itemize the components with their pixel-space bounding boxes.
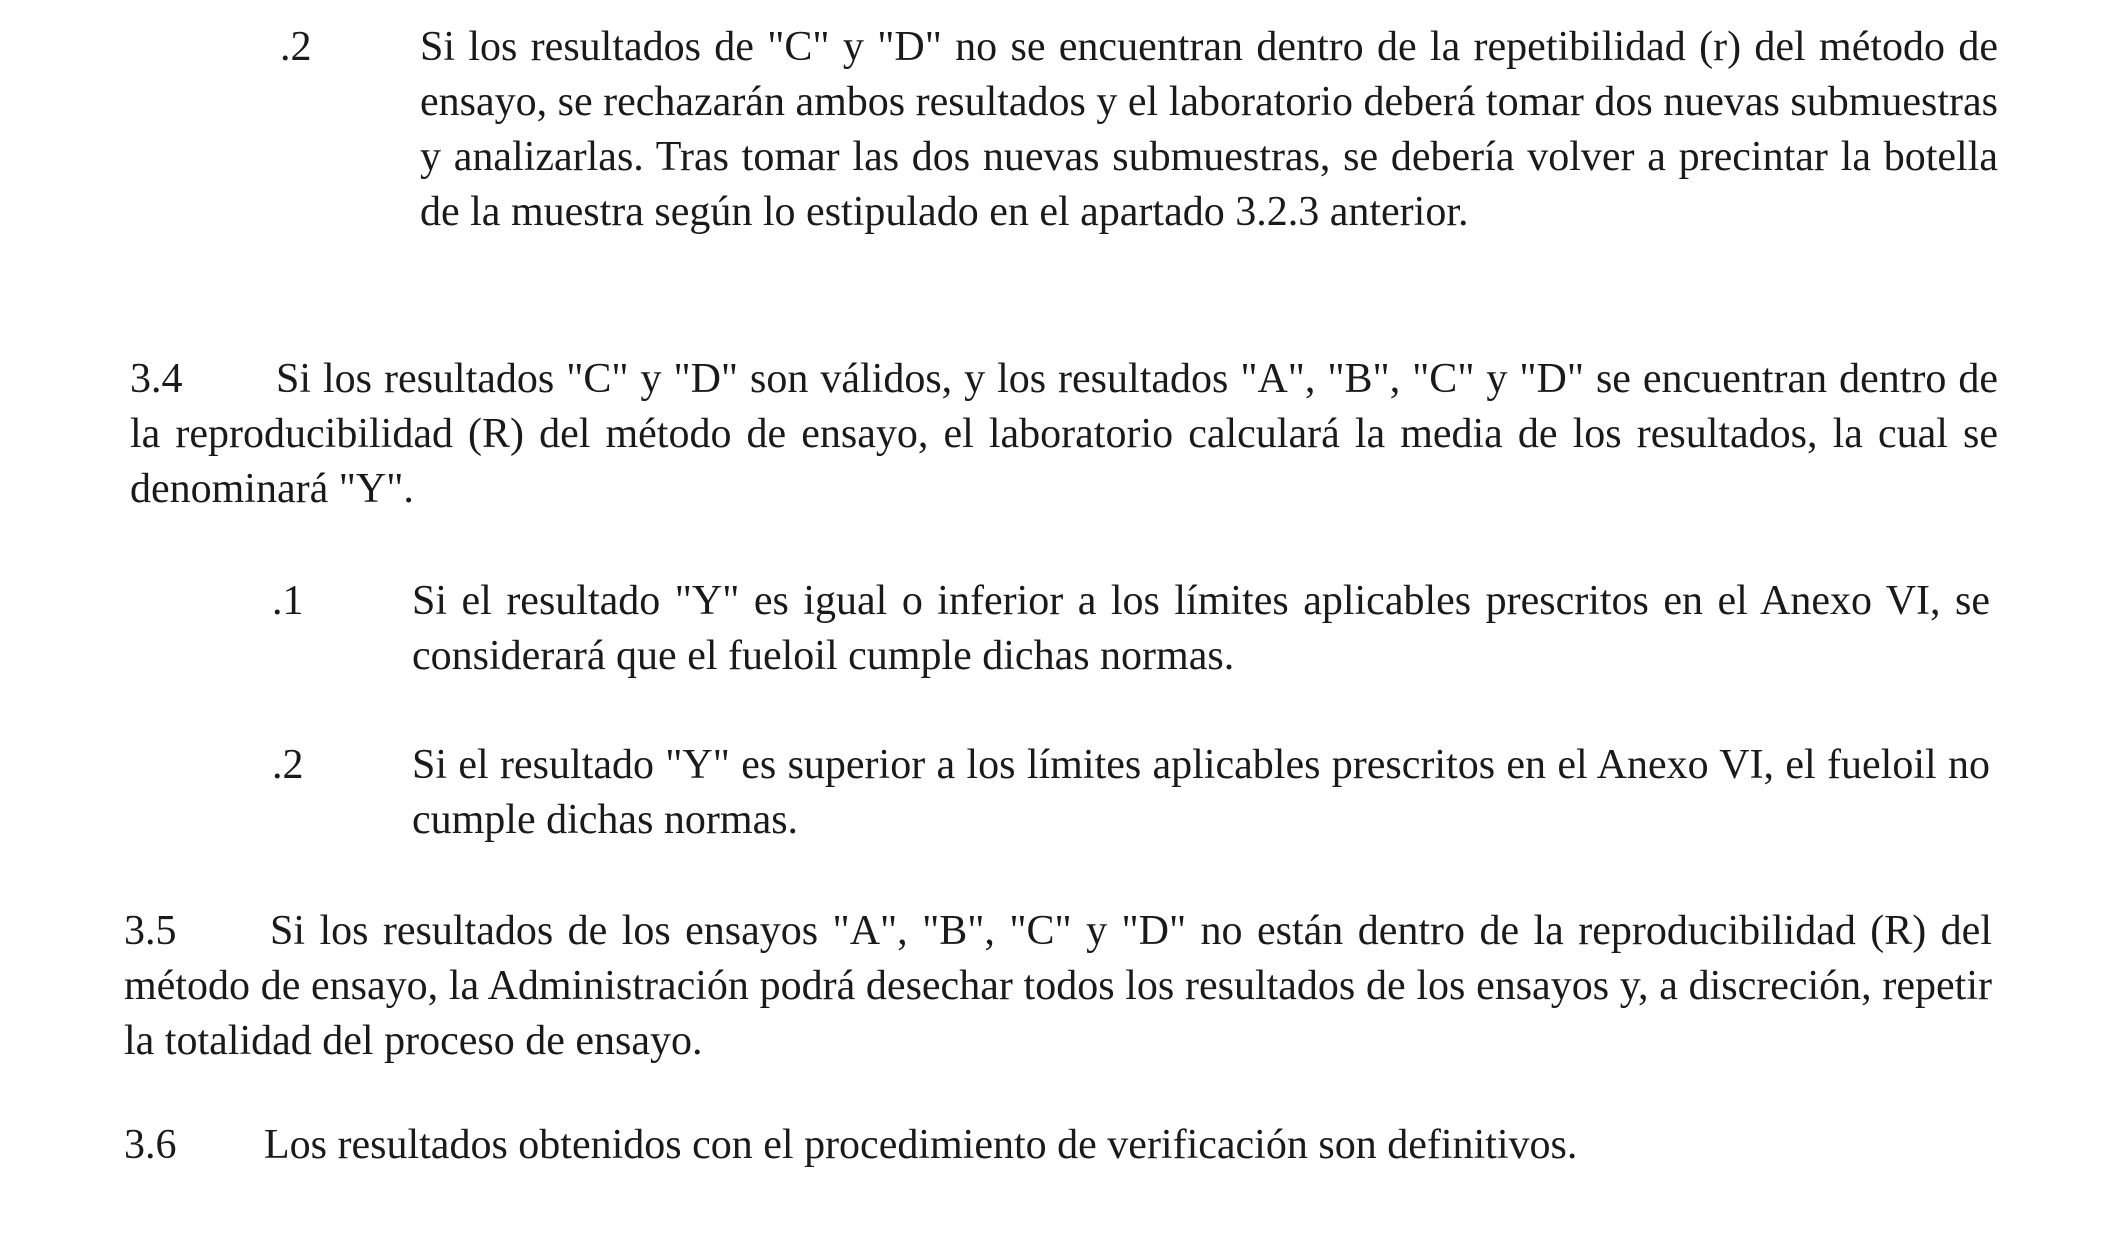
subitem-3-3-2 — [280, 20, 1998, 300]
subitem-text: Si el resultado "Y" es superior a los límites aplicables prescritos en el Anexo VI, el fueloil no cumple dichas normas. — [412, 742, 1990, 843]
subitem-text: Si el resultado "Y" es igual o inferior a los límites aplicables prescritos en el Anexo VI, se considerará que el fueloil cumple dichas normas. — [412, 578, 1990, 679]
subitem-number: .2 — [272, 742, 304, 788]
subitem-number: .2 — [280, 24, 312, 70]
subitem-text: Si los resultados de "C" y "D" no se encuentran dentro de la repetibilidad (r) del método de ensayo, se rechazarán ambos resultados y el laboratorio deberá tomar dos nuevas submuestras y analizarlas. Tras tomar las dos nuevas submuestras, se debería volver a precintar la botella de la muestra según lo estipulado en el apartado 3.2.3 anterior. — [420, 24, 1998, 235]
section-3-5 — [124, 904, 1992, 1069]
subitem-3-4-2 — [272, 738, 1990, 858]
section-number: 3.4 — [130, 356, 183, 402]
subitem-3-4-1 — [272, 574, 1990, 694]
section-text: Si los resultados "C" y "D" son válidos, y los resultados "A", "B", "C" y "D" se encuentran dentro de la reproducibilidad (R) del método de ensayo, el laboratorio calculará la media de los resultados, la cual se denominará "Y". — [130, 356, 1998, 512]
section-3-4 — [130, 352, 1998, 517]
section-number: 3.5 — [124, 908, 177, 954]
subitem-number: .1 — [272, 578, 304, 624]
section-text: Si los resultados de los ensayos "A", "B", "C" y "D" no están dentro de la reproducibilidad (R) del método de ensayo, la Administración podrá desechar todos los resultados de los ensayos y, a discreción, repetir la totalidad del proceso de ensayo. — [124, 908, 1992, 1064]
section-number: 3.6 — [124, 1122, 177, 1168]
section-text: Los resultados obtenidos con el procedimiento de verificación son definitivos. — [264, 1122, 1578, 1168]
section-3-6 — [124, 1118, 1992, 1173]
